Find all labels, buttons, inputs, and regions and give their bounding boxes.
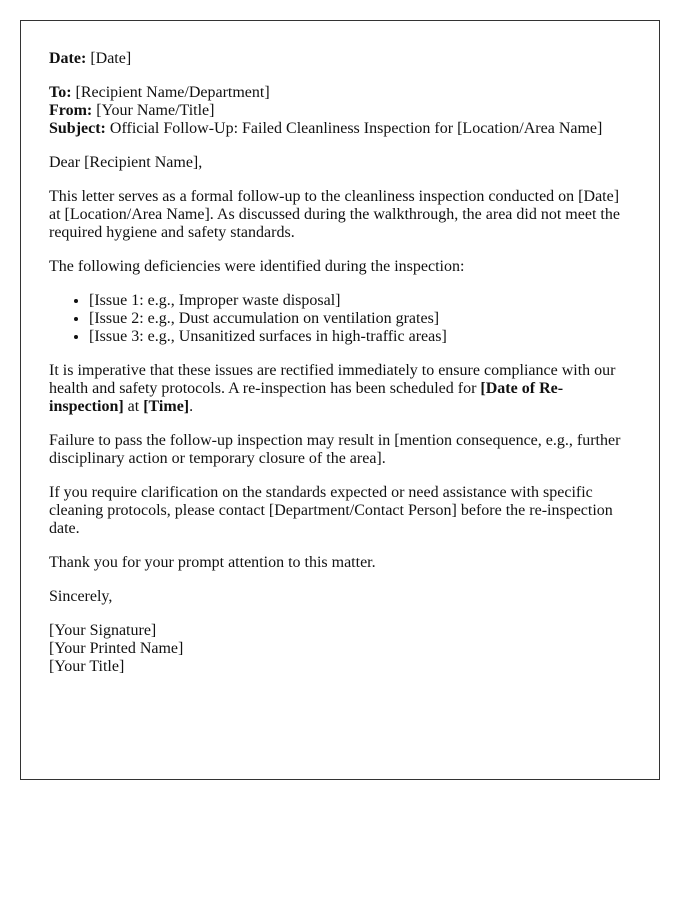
from-line (49, 102, 631, 120)
reinspection-text-middle: at (123, 398, 144, 415)
subject-line (49, 120, 631, 138)
deficiency-item: • [Issue 1: e.g., Improper waste disposal] (89, 292, 631, 310)
to-label: To: (49, 84, 72, 101)
deficiency-item: • [Issue 3: e.g., Unsanitized surfaces in high-traffic areas] (89, 328, 631, 346)
from-value: [Your Name/Title] (96, 102, 215, 119)
from-label: From: (49, 102, 93, 119)
paragraph-thanks: Thank you for your prompt attention to this matter. (49, 554, 376, 571)
printed-name-line: [Your Printed Name] (49, 640, 184, 657)
deficiency-item: • [Issue 2: e.g., Dust accumulation on ventilation grates] (89, 310, 631, 328)
date-line (49, 50, 631, 68)
date-value: [Date] (90, 50, 132, 67)
subject-value: Official Follow-Up: Failed Cleanliness Inspection for [Location/Area Name] (109, 120, 603, 137)
header-block (49, 84, 631, 138)
paragraph-consequence: Failure to pass the follow-up inspection may result in [mention consequence, e.g., further disciplinary action or temporary closure of the area]. (49, 432, 621, 467)
date-block (49, 50, 631, 68)
letter-document (20, 20, 660, 780)
salutation: Dear [Recipient Name], (49, 154, 203, 171)
deficiencies-list (49, 292, 631, 346)
reinspection-text-before: It is imperative that these issues are rectified immediately to ensure compliance with our health and safety protocols. A re-inspection has been scheduled for (49, 362, 616, 397)
title-line: [Your Title] (49, 658, 125, 675)
reinspection-time: [Time] (143, 398, 190, 415)
to-value: [Recipient Name/Department] (75, 84, 270, 101)
closing: Sincerely, (49, 588, 113, 605)
reinspection-date: [Date of Re-inspection] (49, 380, 564, 415)
subject-label: Subject: (49, 120, 106, 137)
paragraph-intro: This letter serves as a formal follow-up to the cleanliness inspection conducted on [Date] at [Location/Area Name]. As discussed during the walkthrough, the area did not meet the required hygiene and safety standards. (49, 188, 620, 241)
paragraph-contact: If you require clarification on the standards expected or need assistance with specific cleaning protocols, please contact [Department/Contact Person] before the re-inspection date. (49, 484, 613, 537)
date-label: Date: (49, 50, 87, 67)
deficiencies-intro: The following deficiencies were identified during the inspection: (49, 258, 465, 275)
signature-block (49, 622, 631, 676)
paragraph-reinspection (49, 362, 631, 416)
reinspection-text-after: . (189, 398, 194, 415)
signature-line: [Your Signature] (49, 622, 157, 639)
to-line (49, 84, 631, 102)
